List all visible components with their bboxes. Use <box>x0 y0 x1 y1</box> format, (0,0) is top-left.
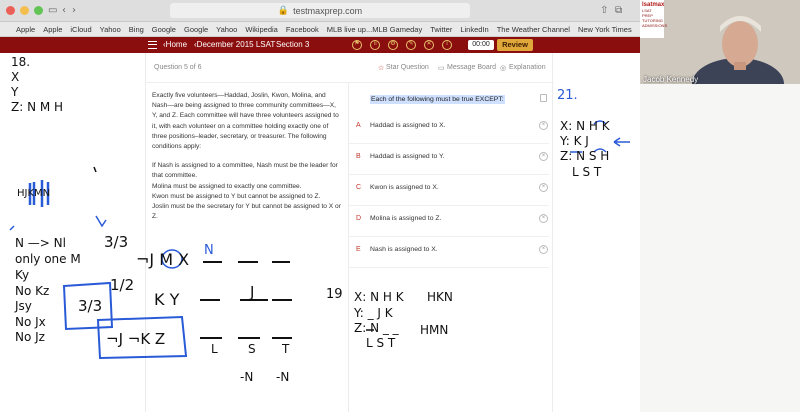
presenter-name: Jacob Kennedy <box>643 75 699 84</box>
note-fraction-1: 3/3 <box>104 233 129 251</box>
note-rule-3: Ky <box>15 268 30 282</box>
note-cam-pos: L S T <box>572 165 602 179</box>
choice-text: Haddad is assigned to X. <box>370 122 446 129</box>
choice-text: Nash is assigned to X. <box>370 246 438 253</box>
bookmark-item[interactable]: Yahoo <box>216 24 238 34</box>
eliminate-icon[interactable]: × <box>539 245 548 254</box>
webcam-panel <box>640 0 800 412</box>
zoom-window-button[interactable] <box>34 6 43 15</box>
note-neg-2: -N <box>276 370 290 384</box>
note-rule-2: only one M <box>15 252 81 266</box>
flag-icon[interactable]: ⚑ <box>352 40 362 50</box>
note-pos-l: L <box>211 342 218 356</box>
eliminate-icon[interactable]: × <box>539 121 548 130</box>
section-label: Section 3 <box>276 40 310 49</box>
webcam-video <box>640 0 800 84</box>
note-neg-1: -N <box>240 370 254 384</box>
bookmarks-bar <box>0 22 640 37</box>
note-row-x: ¬J M X <box>136 250 190 269</box>
note-rule-7: No Jz <box>15 330 45 344</box>
question-card <box>145 53 553 412</box>
address-bar[interactable] <box>170 3 470 18</box>
rule-1: If Nash is assigned to a committee, Nash must be the leader for that committee. <box>152 162 338 180</box>
close-window-button[interactable] <box>6 6 15 15</box>
back-icon[interactable]: ‹ <box>62 5 66 16</box>
choice-letter: A <box>356 122 361 129</box>
note-cam-x: X: N H K <box>560 119 610 133</box>
note-pos-s: S <box>248 342 256 356</box>
bookmark-item[interactable]: The Weather Channel <box>496 24 570 34</box>
note-row-y-j: J <box>250 283 255 301</box>
note-right-hkn: HKN <box>427 290 453 304</box>
note-right-y: Y: _ J K <box>354 306 393 320</box>
note-fraction-2: 1/2 <box>110 276 135 294</box>
forward-icon[interactable]: › <box>72 5 76 16</box>
choice-letter: D <box>356 215 362 222</box>
window-controls <box>6 6 43 15</box>
eliminate-icon[interactable]: × <box>539 152 548 161</box>
choice-text: Kwon is assigned to X. <box>370 184 439 191</box>
url-text: testmaxprep.com <box>293 5 363 16</box>
note-cam-z: Z: N S H <box>560 149 610 163</box>
rule-4: Joslin must be the secretary for Y but cannot be assigned to X or Z. <box>152 203 341 221</box>
review-button[interactable]: Review <box>497 39 533 51</box>
note-question-21: 21. <box>557 88 578 103</box>
eliminate-icon[interactable]: × <box>539 214 548 223</box>
note-question-18: 18. <box>11 55 31 69</box>
star-icon[interactable]: ☆ <box>378 65 385 72</box>
lsatmax-logo: lsatmax LSAT PREP TUTORING ADMISSIONS <box>640 0 664 38</box>
note-z: Z: N M H <box>11 100 64 114</box>
note-rule-5: Jsy <box>15 299 32 313</box>
bookmark-item[interactable]: MLB live up...MLB Gameday <box>326 24 423 34</box>
note-roster: HJKMN <box>17 188 51 199</box>
bookmark-item[interactable]: Google <box>183 24 209 34</box>
home-link[interactable]: ‹Home <box>163 40 188 49</box>
passage <box>152 91 342 222</box>
bookmark-item[interactable]: Facebook <box>285 24 319 34</box>
bookmark-item[interactable]: LinkedIn <box>460 24 489 34</box>
passage-intro: Exactly five volunteers—Haddad, Joslin, Kwon, Molina, and Nash—are being assigned to three community committees—X, Y, and Z. Each committee will have three volunteers assigned to it, with each volunteer on a committee holding exactly one of three positions–leader, secretary, or treasurer. The following conditions apply: <box>152 92 339 151</box>
answer-choice-a[interactable] <box>349 113 549 144</box>
note-pos-t: T <box>282 342 290 356</box>
question-stem: Each of the following must be true EXCEPT: <box>371 96 504 103</box>
note-row-x-n: N <box>204 243 214 258</box>
answer-choice-c[interactable] <box>349 175 549 206</box>
answer-choice-e[interactable] <box>349 237 549 268</box>
choice-text: Molina is assigned to Z. <box>370 215 442 222</box>
bookmark-item[interactable]: Apple <box>43 24 63 34</box>
note-rule-4: No Kz <box>15 284 50 298</box>
test-link[interactable]: ‹December 2015 LSAT <box>194 40 276 49</box>
explanation-button[interactable]: Explanation <box>509 64 546 71</box>
note-right-hmn: HMN <box>420 323 449 337</box>
answer-choice-d[interactable] <box>349 206 549 237</box>
menu-icon[interactable] <box>148 41 157 49</box>
message-board-button[interactable]: Message Board <box>447 64 497 71</box>
settings-icon[interactable]: ⚙ <box>388 40 398 50</box>
note-right-z: Z: N _ _ <box>354 321 399 335</box>
choice-letter: B <box>356 153 361 160</box>
choice-letter: C <box>356 184 362 191</box>
timer-display: 00:00 <box>468 40 494 50</box>
info-icon[interactable]: i <box>442 40 452 50</box>
erase-icon[interactable]: ✕ <box>424 40 434 50</box>
presenter-image <box>640 0 800 84</box>
message-board-icon[interactable]: ▭ <box>438 65 445 72</box>
main-content <box>0 53 640 412</box>
highlight-icon[interactable]: ✎ <box>406 40 416 50</box>
bookmark-item[interactable]: Wikipedia <box>245 24 278 34</box>
pause-icon[interactable]: ॥ <box>370 40 380 50</box>
bookmark-item[interactable]: Yahoo <box>99 24 121 34</box>
bookmark-item[interactable]: Google <box>151 24 176 34</box>
note-right-pos: L S T <box>366 336 396 350</box>
browser-titlebar <box>0 0 640 22</box>
star-question-button[interactable]: Star Question <box>386 64 429 71</box>
question-header <box>146 53 554 83</box>
bookmark-item[interactable]: Twitter <box>430 24 453 34</box>
note-icon[interactable] <box>540 94 547 102</box>
answer-choice-b[interactable] <box>349 144 549 175</box>
bookmark-item[interactable]: New York Times <box>577 24 632 34</box>
note-question-19: 19 <box>326 287 343 302</box>
bookmark-item[interactable]: Apple <box>16 24 36 34</box>
note-right-x: X: N H K <box>354 290 404 304</box>
note-cam-y: Y: K J <box>560 134 589 148</box>
share-icon[interactable]: ⇧ <box>600 5 609 16</box>
tabs-icon[interactable]: ⧉ <box>615 5 623 16</box>
explanation-icon[interactable]: ◎ <box>500 65 507 72</box>
sidebar-icon[interactable]: ▭ <box>48 5 58 16</box>
note-y: Y <box>11 85 19 99</box>
rule-3: Kwon must be assigned to Y but cannot be assigned to Z. <box>152 192 321 200</box>
question-counter: Question 5 of 6 <box>154 64 202 71</box>
choice-letter: E <box>356 246 361 253</box>
choice-text: Haddad is assigned to Y. <box>370 153 445 160</box>
note-fraction-3: 3/3 <box>78 297 103 315</box>
lock-icon: 🔒 <box>277 5 290 15</box>
note-row-z: ¬J ¬K Z <box>106 330 166 348</box>
bookmark-item[interactable]: Bing <box>128 24 144 34</box>
note-rule-1: N —> Nl <box>15 236 66 250</box>
minimize-window-button[interactable] <box>20 6 29 15</box>
note-x: X <box>11 70 20 84</box>
test-navbar <box>0 37 640 53</box>
bookmark-item[interactable]: iCloud <box>70 24 92 34</box>
rule-2: Molina must be assigned to exactly one committee. <box>152 182 302 190</box>
note-row-y: K Y <box>154 290 180 309</box>
note-rule-6: No Jx <box>15 315 46 329</box>
eliminate-icon[interactable]: × <box>539 183 548 192</box>
